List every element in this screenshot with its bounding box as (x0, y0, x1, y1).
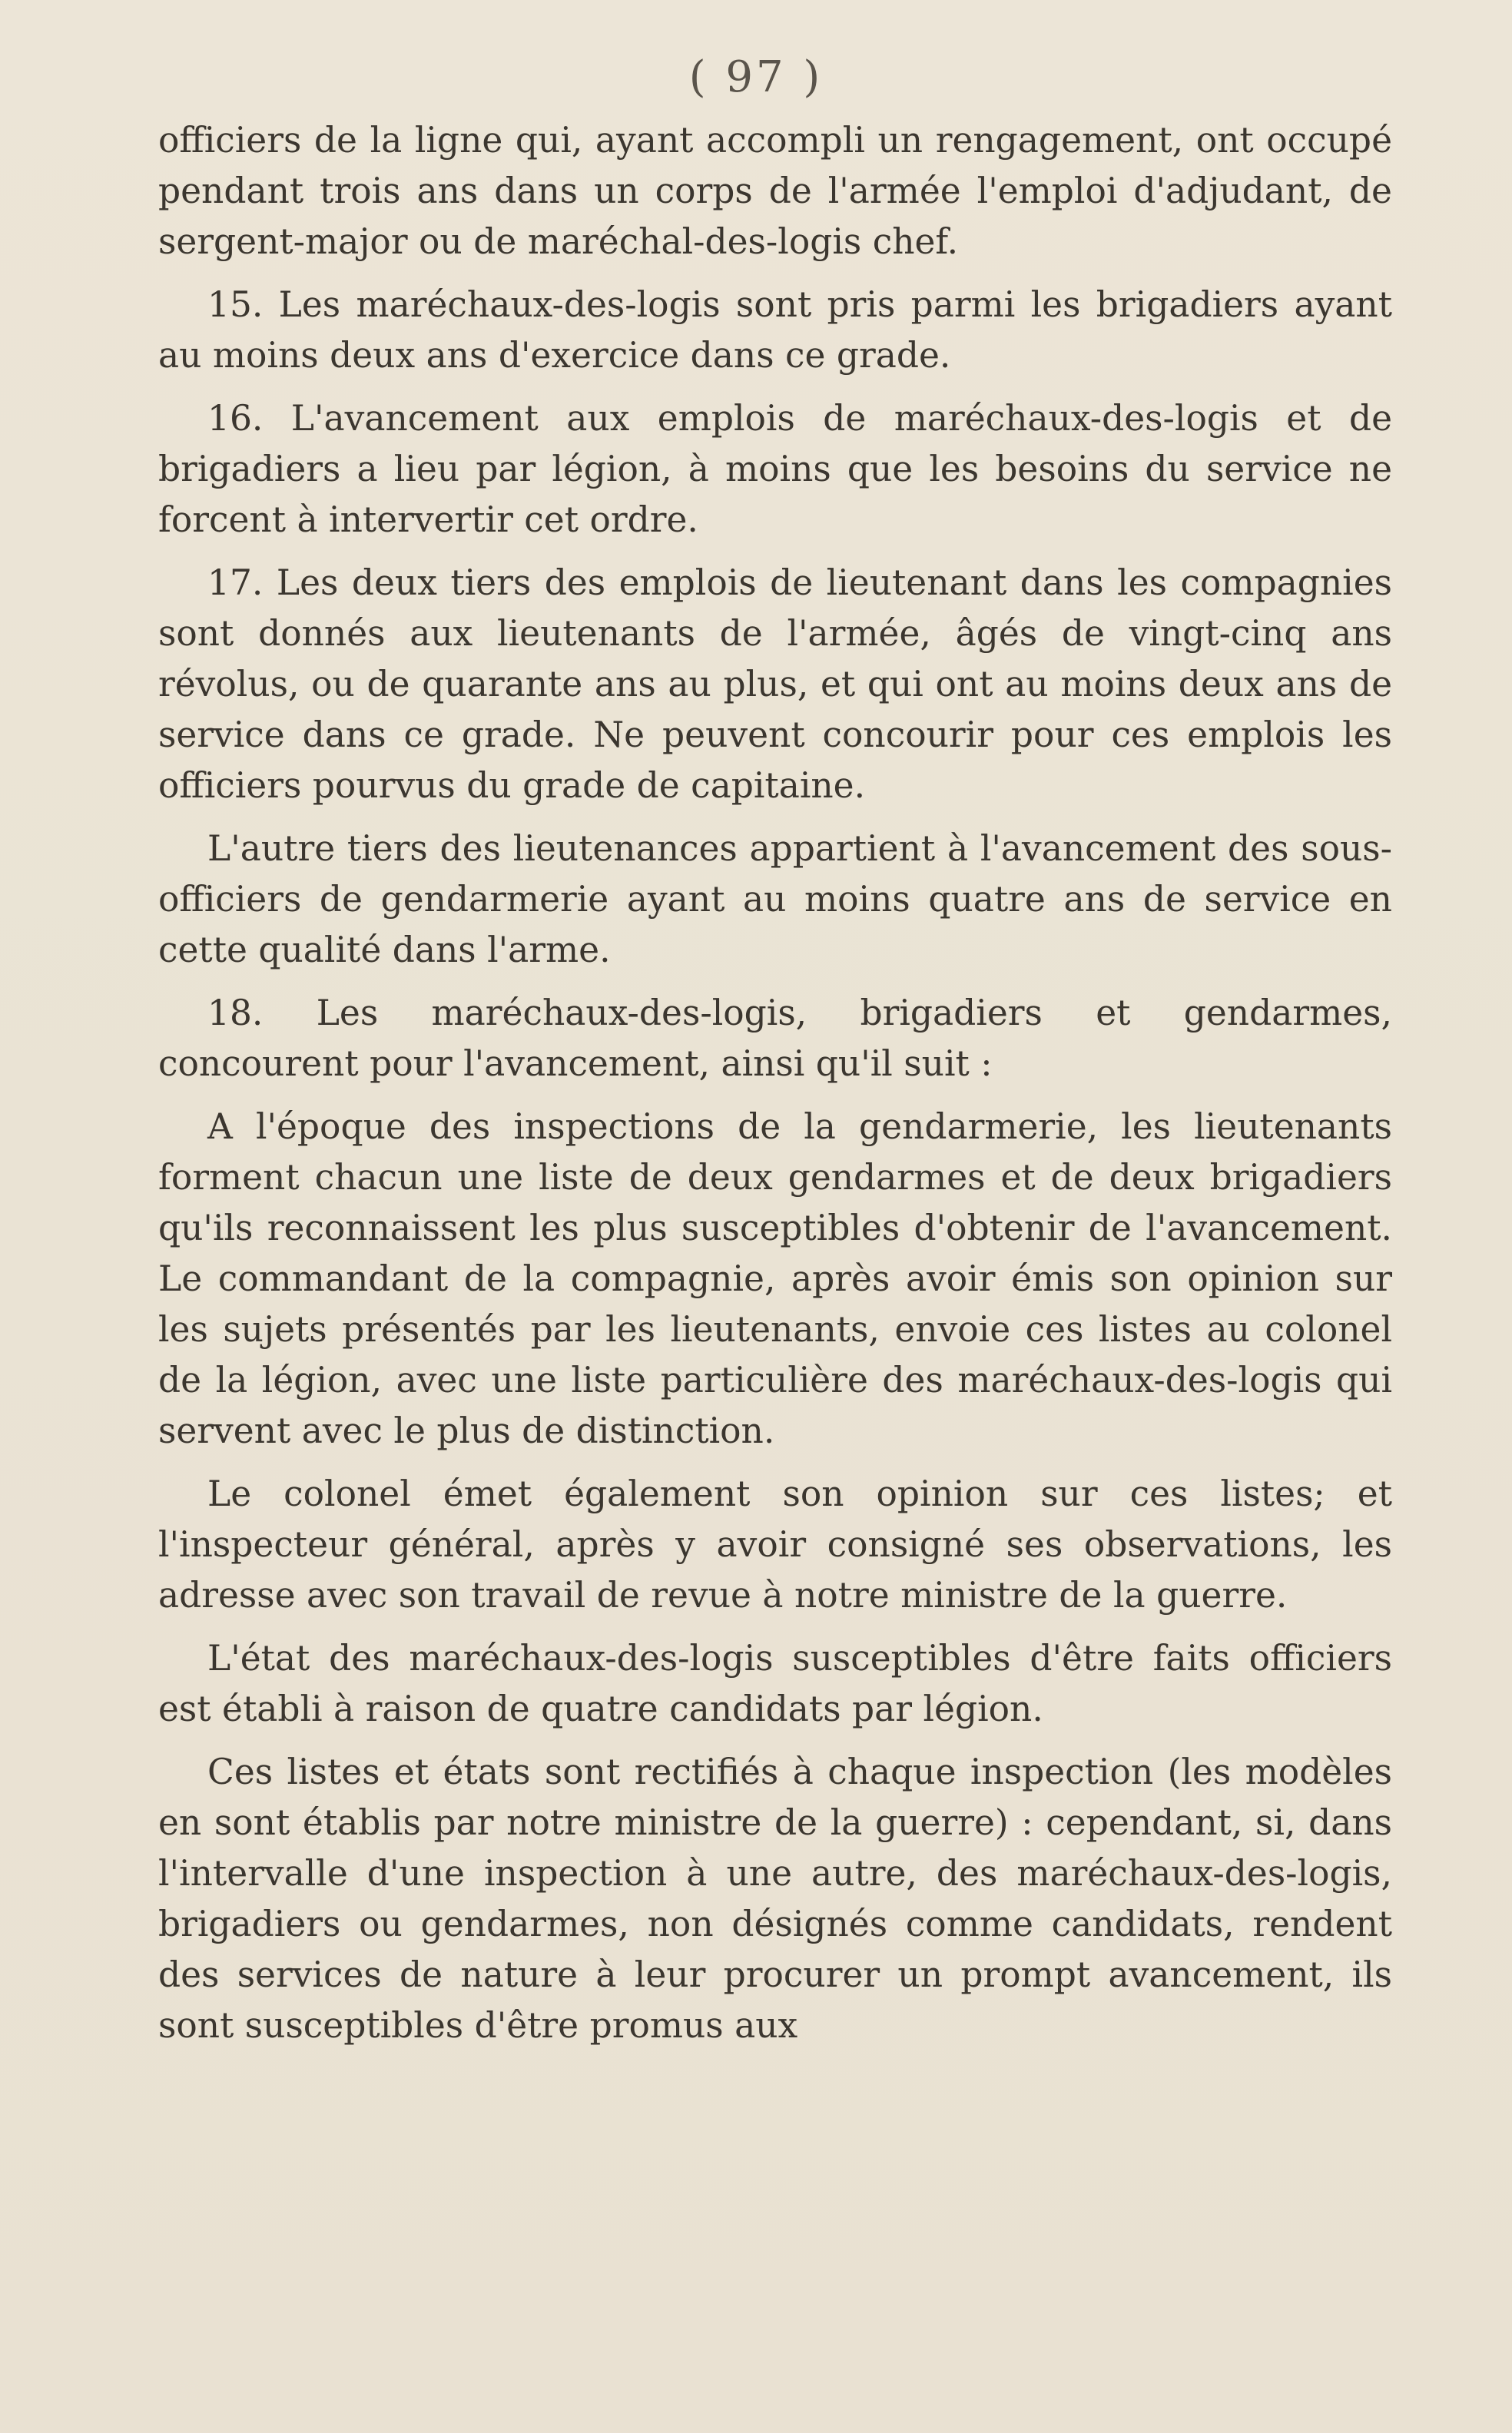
paragraph-article-17: 17. Les deux tiers des emplois de lieutenant dans les compagnies sont donnés aux lieutenants de l'armée, âgés de vingt-cinq ans révolus, ou de quarante ans au plus, et qui ont au moins deux ans de service dans ce grade. Ne peuvent concourir pour ces emplois les officiers pourvus du grade de capitaine. (158, 562, 1392, 806)
paragraph-article-16: 16. L'avancement aux emplois de maréchaux-des-logis et de brigadiers a lieu par légion, à moins que les besoins du service ne forcent à intervertir cet ordre. (158, 398, 1392, 540)
body-text (158, 115, 1392, 2063)
paragraph-article-18: 18. Les maréchaux-des-logis, brigadiers et gendarmes, concourent pour l'avancement, ainsi qu'il suit : (158, 993, 1392, 1084)
paragraph-inspections: A l'époque des inspections de la gendarmerie, les lieutenants forment chacun une liste de deux gendarmes et de deux brigadiers qu'ils reconnaissent les plus susceptibles d'obtenir de l'avancement. Le commandant de la compagnie, après avoir émis son opinion sur les sujets présentés par les lieutenants, envoie ces listes au colonel de la légion, avec une liste particulière des maréchaux-des-logis qui servent avec le plus de distinction. (158, 1106, 1392, 1451)
paragraph-colonel: Le colonel émet également son opinion sur ces listes; et l'inspecteur général, après y avoir consigné ses observations, les adresse avec son travail de revue à notre ministre de la guerre. (158, 1473, 1392, 1616)
paragraph-continuation: officiers de la ligne qui, ayant accompli un rengagement, ont occupé pendant trois ans dans un corps de l'armée l'emploi d'adjudant, de sergent-major ou de maréchal-des-logis chef. (158, 120, 1392, 262)
page-number: ( 97 ) (688, 52, 824, 102)
paragraph-etat: L'état des maréchaux-des-logis susceptibles d'être faits officiers est établi à raison de quatre candidats par légion. (158, 1638, 1392, 1729)
paragraph-lieutenances: L'autre tiers des lieutenances appartient à l'avancement des sous-officiers de gendarmerie ayant au moins quatre ans de service en cette qualité dans l'arme. (158, 828, 1392, 970)
paragraph-listes: Ces listes et états sont rectifiés à chaque inspection (les modèles en sont établis par notre ministre de la guerre) : cependant, si, dans l'intervalle d'une inspection à une autre, des maréchaux-des-logis, brigadiers ou gendarmes, non désignés comme candidats, rendent des services de nature à leur procurer un prompt avancement, ils sont susceptibles d'être promus aux (158, 1752, 1392, 2046)
paragraph-article-15: 15. Les maréchaux-des-logis sont pris parmi les brigadiers ayant au moins deux ans d'exercice dans ce grade. (158, 284, 1392, 376)
